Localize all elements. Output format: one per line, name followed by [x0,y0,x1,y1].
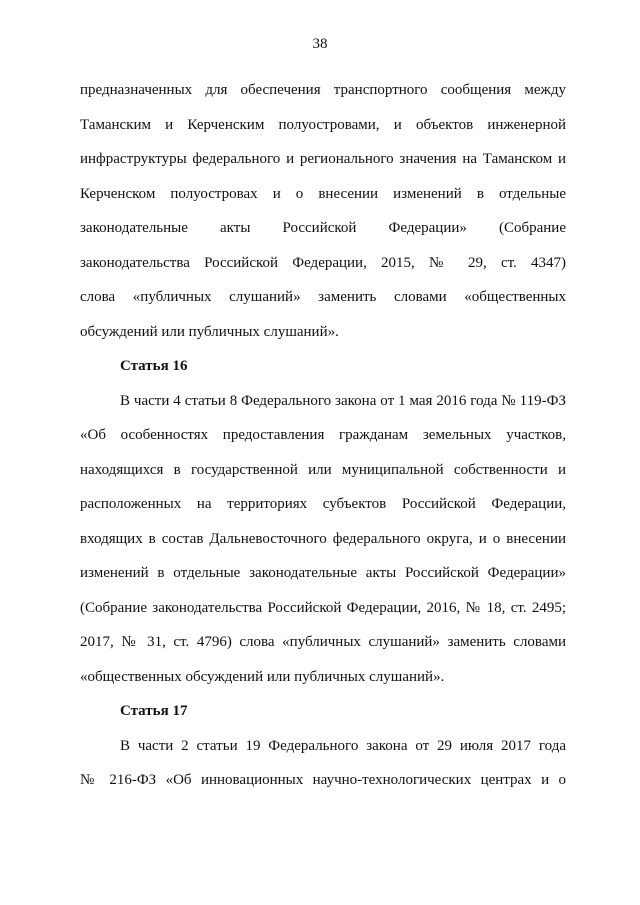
text-line: Таманским и Керченским полуостровами, и объектов инженерной [80,116,566,133]
text-line: законодательства Российской Федерации, 2015, № 29, ст. 4347) [80,254,566,271]
text-line: инфраструктуры федерального и регионального значения на Таманском и [80,151,566,167]
text-line: (Собрание законодательства Российской Федерации, 2016, № 18, ст. 2495; [80,599,566,616]
text-line: «Об особенностях предоставления гражданам земельных участков, [80,427,566,443]
document-body [80,73,566,798]
text-line: Керченском полуостровах и о внесении изменений в отдельные [80,185,566,202]
text-line: обсуждений или публичных слушаний». [80,323,339,340]
text-line: изменений в отдельные законодательные акты Российской Федерации» [80,565,566,581]
text-line: входящих в состав Дальневосточного федерального округа, и о внесении [80,530,566,547]
text-line: «общественных обсуждений или публичных слушаний». [80,668,445,685]
text-line: находящихся в государственной или муниципальной собственности и [80,461,566,478]
text-line: В части 4 статьи 8 Федерального закона от 1 мая 2016 года № 119-ФЗ [120,392,566,409]
text-line: расположенных на территориях субъектов Российской Федерации, [80,496,566,512]
text-line: 2017, № 31, ст. 4796) слова «публичных слушаний» заменить словами [80,634,566,650]
text-line: № 216-ФЗ «Об инновационных научно-технологических центрах и о [80,772,566,788]
text-line: предназначенных для обеспечения транспортного сообщения между [80,82,566,98]
text-line: В части 2 статьи 19 Федерального закона от 29 июля 2017 года [120,737,566,754]
article-heading: Статья 16 [120,358,188,374]
article-heading: Статья 17 [120,703,188,719]
text-line: слова «публичных слушаний» заменить словами «общественных [80,289,566,305]
text-line: законодательные акты Российской Федерации» (Собрание [80,220,566,236]
page-number: 38 [312,36,328,52]
